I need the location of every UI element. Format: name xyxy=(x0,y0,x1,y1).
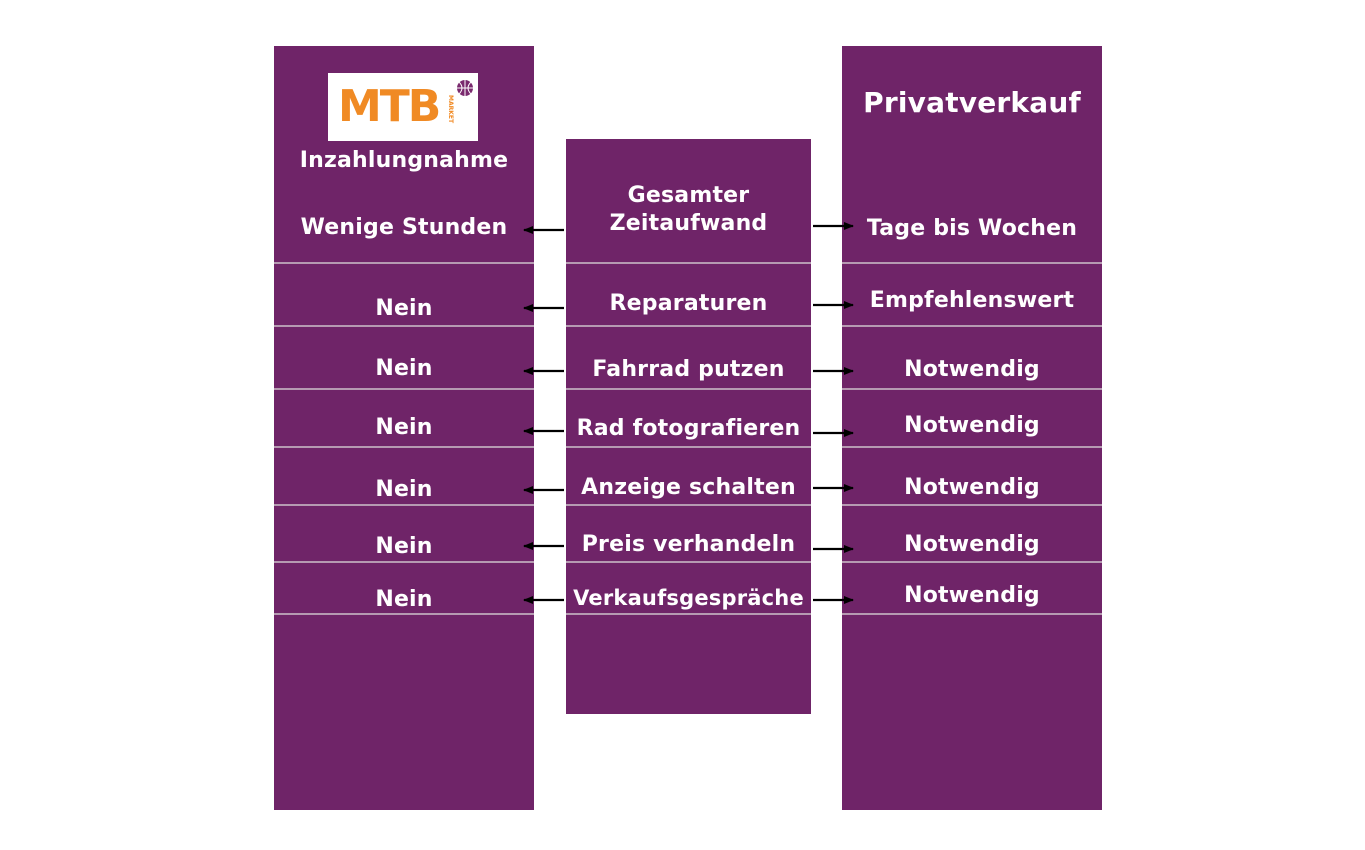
divider xyxy=(566,613,811,615)
criterion-putzen: Fahrrad putzen xyxy=(592,357,785,382)
left-value-gespraeche: Nein xyxy=(375,587,433,612)
privatverkauf-column xyxy=(842,46,1102,810)
divider xyxy=(566,388,811,390)
divider xyxy=(566,504,811,506)
logo-brand-text: MTB xyxy=(338,81,440,132)
right-value-preis: Notwendig xyxy=(904,532,1040,557)
divider xyxy=(274,446,534,448)
logo-sub-text: MARKET xyxy=(447,95,454,124)
divider xyxy=(566,262,811,264)
criteria-column xyxy=(566,139,811,714)
left-value-putzen: Nein xyxy=(375,356,433,381)
divider xyxy=(274,262,534,264)
left-value-zeitaufwand: Wenige Stunden xyxy=(300,215,508,240)
right-value-zeitaufwand: Tage bis Wochen xyxy=(866,216,1078,241)
criterion-preis: Preis verhandeln xyxy=(581,532,796,557)
divider xyxy=(842,613,1102,615)
criterion-anzeige: Anzeige schalten xyxy=(581,475,796,500)
left-value-preis: Nein xyxy=(375,534,433,559)
inzahlungnahme-column xyxy=(274,46,534,810)
criterion-reparaturen: Reparaturen xyxy=(609,291,768,316)
divider xyxy=(274,613,534,615)
divider xyxy=(566,446,811,448)
divider xyxy=(842,561,1102,563)
right-value-anzeige: Notwendig xyxy=(904,475,1040,500)
right-value-putzen: Notwendig xyxy=(904,357,1040,382)
divider xyxy=(274,388,534,390)
right-value-gespraeche: Notwendig xyxy=(904,583,1040,608)
divider xyxy=(566,325,811,327)
basketball-icon xyxy=(456,79,474,97)
divider xyxy=(842,262,1102,264)
criterion-fotografieren: Rad fotografieren xyxy=(576,416,801,441)
right-value-reparaturen: Empfehlenswert xyxy=(869,288,1075,313)
divider xyxy=(274,504,534,506)
criterion-zeitaufwand: Gesamter Zeitaufwand xyxy=(609,183,768,236)
divider xyxy=(566,561,811,563)
left-value-fotografieren: Nein xyxy=(375,415,433,440)
divider xyxy=(842,388,1102,390)
left-value-anzeige: Nein xyxy=(375,477,433,502)
divider xyxy=(842,504,1102,506)
right-title: Privatverkauf xyxy=(863,86,1081,119)
divider xyxy=(274,561,534,563)
left-title: Inzahlungnahme xyxy=(299,148,509,173)
divider xyxy=(842,325,1102,327)
divider xyxy=(842,446,1102,448)
criterion-gespraeche: Verkaufsgespräche xyxy=(573,586,804,610)
right-value-fotografieren: Notwendig xyxy=(904,413,1040,438)
left-value-reparaturen: Nein xyxy=(375,296,433,321)
divider xyxy=(274,325,534,327)
mtb-market-logo xyxy=(328,73,478,141)
